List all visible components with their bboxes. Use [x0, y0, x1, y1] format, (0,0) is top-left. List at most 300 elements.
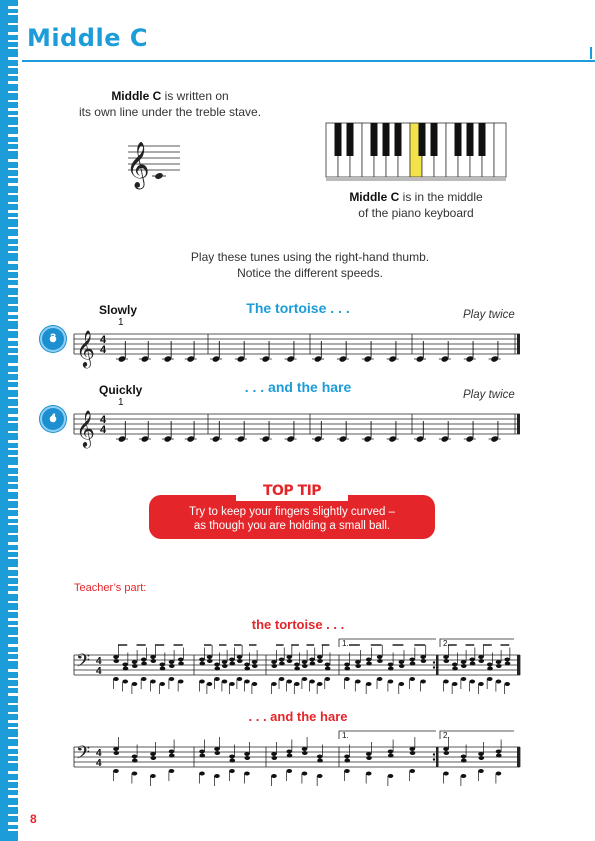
chord-note — [366, 752, 372, 756]
first-ending-bracket — [339, 731, 436, 739]
chord-note — [271, 660, 277, 664]
bass-note — [222, 680, 228, 684]
bass-note — [286, 769, 292, 773]
second-ending-label: 2. — [443, 639, 450, 648]
bass-note — [409, 677, 415, 681]
edge-strip-bar — [8, 727, 18, 729]
chord-note — [496, 750, 502, 754]
chord-note — [310, 662, 316, 666]
edge-strip-bar — [8, 40, 18, 42]
bass-note — [452, 682, 458, 686]
edge-strip-bar — [8, 176, 18, 178]
edge-strip-bar — [8, 74, 18, 76]
chord-note — [317, 755, 323, 759]
middle-c-stave — [128, 142, 188, 192]
bass-note — [229, 769, 235, 773]
edge-strip-bar — [8, 251, 18, 253]
edge-strip-bar — [8, 591, 18, 594]
edge-strip-bar — [8, 712, 18, 714]
edge-strip-bar — [8, 421, 18, 423]
chord-note — [151, 659, 157, 663]
bass-note — [388, 680, 394, 684]
bass-note — [244, 772, 250, 776]
black-key — [467, 123, 474, 156]
second-ending-bracket — [440, 639, 514, 647]
treble-clef-icon: 𝄞 — [126, 142, 150, 188]
chord-note — [309, 658, 315, 662]
repeat-bar — [436, 655, 439, 675]
bass-note — [214, 774, 220, 778]
chord-note — [245, 667, 251, 671]
edge-strip-bar — [8, 474, 18, 476]
chord-note — [279, 658, 285, 662]
bass-note — [279, 677, 285, 681]
chord-note — [279, 662, 285, 666]
bass-clef-icon: 𝄢 — [76, 743, 91, 768]
chord-note — [215, 667, 221, 671]
edge-strip-bar — [8, 244, 18, 246]
chord-note — [410, 751, 416, 755]
edge-strip-bar — [8, 406, 18, 408]
chord-note — [317, 659, 323, 663]
edge-strip-bar — [8, 761, 18, 763]
edge-strip-bar — [8, 652, 18, 654]
final-bar-thick — [517, 655, 520, 675]
bass-note — [302, 772, 308, 776]
bass-note — [478, 769, 484, 773]
edge-strip-bar — [8, 13, 18, 15]
chord-note — [122, 663, 128, 667]
final-bar-thick — [517, 747, 520, 767]
black-key — [347, 123, 354, 156]
teacher-part-label: Teacher’s part: — [74, 582, 147, 594]
black-key — [383, 123, 390, 156]
chord-note — [199, 658, 205, 662]
intro-line2: its own line under the treble stave. — [78, 105, 262, 119]
edge-strip-bar — [8, 319, 18, 321]
chord-note — [169, 660, 175, 664]
bass-note — [244, 680, 250, 684]
edge-strip-bar — [8, 465, 18, 468]
edge-strip-bar — [8, 542, 18, 545]
edge-strip-bar — [8, 567, 18, 570]
chord-note — [215, 751, 221, 755]
chord-note — [132, 664, 138, 668]
bass-note — [178, 680, 184, 684]
bass-note — [113, 769, 119, 773]
bass-note — [150, 774, 156, 778]
track-number: 3 — [49, 332, 57, 344]
chord-note — [302, 751, 308, 755]
edge-strip-bar — [8, 217, 18, 219]
chord-note — [496, 664, 502, 668]
chord-note — [504, 658, 510, 662]
repeat-dot — [433, 758, 435, 760]
chord-note — [302, 664, 308, 668]
chord-note — [487, 667, 493, 671]
bass-note — [461, 677, 467, 681]
chord-note — [496, 660, 502, 664]
finger-number-2: 1 — [118, 397, 124, 408]
chord-note — [150, 655, 156, 659]
edge-strip-bar — [8, 100, 18, 102]
edge-strip-bar — [8, 499, 18, 501]
edge-strip-bar — [8, 576, 18, 578]
chord-note — [230, 759, 236, 763]
edge-strip-bar — [8, 822, 18, 825]
bass-note — [309, 680, 315, 684]
chord-note — [487, 663, 493, 667]
edge-strip-bar — [8, 601, 18, 603]
black-key — [395, 123, 402, 156]
bass-note — [317, 774, 323, 778]
time-signature-bottom: 4 — [96, 758, 102, 769]
bass-note — [409, 769, 415, 773]
bass-note — [159, 682, 165, 686]
final-bar-thick — [517, 414, 520, 434]
edge-strip-bar — [8, 508, 18, 510]
page-edge-mark — [590, 47, 592, 59]
edge-strip-bar — [8, 644, 18, 647]
edge-strip-bar — [8, 353, 18, 355]
bass-note — [377, 677, 383, 681]
edge-strip-bar — [8, 32, 18, 35]
edge-strip-bar — [8, 431, 18, 433]
edge-strip-bar — [8, 372, 18, 374]
treble-clef-icon: 𝄞 — [76, 329, 95, 367]
black-key — [371, 123, 378, 156]
finger-number-1: 1 — [118, 317, 124, 328]
black-key — [335, 123, 342, 156]
chord-note — [132, 759, 138, 763]
edge-strip-bar — [8, 805, 18, 807]
edge-strip-bar — [8, 134, 18, 137]
edge-strip-bar — [8, 788, 18, 790]
second-ending-label: 2. — [443, 731, 450, 740]
chord-note — [388, 754, 394, 758]
bass-note — [388, 774, 394, 778]
keyboard-caption-line2: of the piano keyboard — [358, 206, 474, 220]
chord-note — [287, 754, 293, 758]
tune-title-tortoise: The tortoise . . . — [246, 300, 350, 316]
bass-note — [443, 680, 449, 684]
chord-note — [409, 658, 415, 662]
chord-note — [286, 655, 292, 659]
bass-note — [113, 677, 119, 681]
bass-note — [366, 772, 372, 776]
chord-note — [169, 664, 175, 668]
edge-strip-bar — [8, 693, 18, 696]
white-key — [494, 123, 506, 177]
chord-note — [505, 662, 511, 666]
edge-strip-bar — [8, 720, 18, 723]
chord-note — [132, 755, 138, 759]
bass-note — [461, 774, 467, 778]
chord-note — [409, 747, 415, 751]
page-number: 8 — [30, 812, 37, 826]
edge-strip-bar — [8, 346, 18, 348]
tempo-slowly: Slowly — [99, 303, 138, 317]
bass-note — [355, 680, 361, 684]
edge-strip-bar — [8, 455, 18, 457]
chord-note — [377, 655, 383, 659]
chord-note — [443, 747, 449, 751]
chord-note — [214, 663, 220, 667]
chord-note — [252, 660, 258, 664]
chord-note — [237, 655, 243, 659]
audio-track-icon[interactable] — [42, 408, 64, 430]
edge-strip-bar — [8, 771, 18, 774]
edge-strip-bar — [8, 678, 18, 680]
chord-note — [237, 659, 243, 663]
chord-note — [150, 752, 156, 756]
chord-note — [388, 663, 394, 667]
chord-note — [230, 662, 236, 666]
chord-note — [355, 660, 361, 664]
chord-note — [214, 747, 220, 751]
chord-note — [325, 667, 331, 671]
edge-strip-bar — [8, 523, 18, 525]
chord-note — [344, 755, 350, 759]
chord-note — [461, 759, 467, 763]
edge-strip-bar — [8, 304, 18, 306]
melody-stave-tortoise — [74, 328, 524, 368]
edge-strip-bar — [8, 482, 18, 484]
chord-note — [469, 658, 475, 662]
chord-note — [388, 750, 394, 754]
edge-strip-bar — [8, 625, 18, 627]
bass-note — [237, 677, 243, 681]
chord-note — [302, 660, 308, 664]
black-key — [419, 123, 426, 156]
edge-strip-bar — [8, 149, 18, 151]
edge-strip-bar — [8, 183, 18, 186]
edge-strip-bar — [8, 669, 18, 672]
bass-note — [294, 682, 300, 686]
edge-strip-bar — [8, 47, 18, 49]
chord-note — [199, 750, 205, 754]
time-signature-top: 4 — [100, 334, 107, 346]
chord-note — [244, 752, 250, 756]
bass-note — [207, 682, 213, 686]
chord-note — [345, 759, 351, 763]
repeat-note-2: Play twice — [463, 389, 515, 401]
chord-note — [366, 756, 372, 760]
bass-note — [122, 680, 128, 684]
chord-note — [169, 750, 175, 754]
edge-strip-bar — [8, 557, 18, 559]
chord-note — [399, 660, 405, 664]
chord-note — [410, 662, 416, 666]
chord-note — [272, 756, 278, 760]
edge-strip-bar — [8, 380, 18, 382]
instructions-line1: Play these tunes using the right-hand thumb. — [190, 250, 430, 264]
chord-note — [421, 659, 427, 663]
repeat-note-1: Play twice — [463, 309, 515, 321]
chord-note — [141, 662, 147, 666]
edge-strip-bar — [8, 227, 18, 229]
bass-note — [366, 682, 372, 686]
chord-note — [302, 747, 308, 751]
repeat-bar — [436, 747, 439, 767]
teacher-title-tortoise: the tortoise . . . — [251, 617, 345, 632]
edge-strip-bar — [8, 91, 18, 93]
repeat-dot — [433, 661, 435, 663]
top-tip-line2: as though you are holding a small ball. — [193, 520, 391, 532]
chord-note — [207, 659, 213, 663]
instructions-line2: Notice the different speeds. — [237, 266, 383, 280]
chord-note — [229, 658, 235, 662]
time-signature-bottom: 4 — [100, 424, 107, 436]
bass-note — [252, 682, 258, 686]
bass-note — [199, 680, 205, 684]
edge-strip-bar — [8, 440, 18, 443]
edge-strip-bar — [8, 584, 18, 586]
chord-note — [169, 754, 175, 758]
middle-c-note — [154, 172, 163, 180]
bass-note — [420, 680, 426, 684]
black-key — [431, 123, 438, 156]
bass-note — [496, 680, 502, 684]
edge-strip-bar — [8, 533, 18, 535]
edge-strip-bar — [8, 338, 18, 341]
edge-strip-bar — [8, 278, 18, 280]
chord-note — [317, 759, 323, 763]
chord-note — [452, 663, 458, 667]
chord-note — [272, 664, 278, 668]
chord-note — [160, 667, 166, 671]
repeat-dot — [433, 753, 435, 755]
edge-strip-bar — [8, 125, 18, 127]
chord-note — [229, 755, 235, 759]
edge-strip-bar — [8, 448, 18, 450]
keyboard-caption-line1: is in the middle — [399, 190, 483, 204]
tune-title-hare: . . . and the hare — [244, 379, 352, 395]
chord-note — [317, 655, 323, 659]
edge-strip-bar — [8, 57, 18, 60]
chord-note — [377, 659, 383, 663]
chord-note — [388, 667, 394, 671]
chord-note — [294, 663, 300, 667]
edge-strip-bar — [8, 270, 18, 272]
repeat-dot — [433, 666, 435, 668]
intro-line1: is written on — [161, 89, 229, 103]
final-bar-thick — [517, 334, 520, 354]
bass-note — [132, 772, 138, 776]
bass-note — [504, 682, 510, 686]
page-title: Middle C — [27, 24, 148, 52]
chord-note — [141, 658, 147, 662]
chord-note — [294, 667, 300, 671]
chord-note — [461, 755, 467, 759]
edge-strip-bar — [8, 635, 18, 637]
edge-strip-bar — [8, 550, 18, 552]
first-ending-label: 1. — [342, 731, 349, 740]
chord-note — [244, 663, 250, 667]
edge-strip-bar — [8, 795, 18, 798]
keyboard-caption — [326, 189, 506, 221]
edge-strip-bar — [8, 81, 18, 84]
edge-strip-bar — [8, 489, 18, 492]
chord-note — [478, 655, 484, 659]
edge-strip-bar — [8, 312, 18, 315]
title-rule — [22, 60, 595, 62]
chord-note — [479, 756, 485, 760]
chord-note — [325, 663, 331, 667]
chord-note — [113, 747, 119, 751]
chord-note — [222, 660, 228, 664]
bass-note — [487, 677, 493, 681]
edge-strip-bar — [8, 285, 18, 288]
edge-strip-bar — [8, 193, 18, 195]
chord-note — [178, 658, 184, 662]
edge-strip-bar — [8, 6, 18, 9]
chord-note — [496, 754, 502, 758]
audio-track-icon[interactable] — [42, 328, 64, 350]
bass-note — [325, 677, 331, 681]
piano-keyboard — [326, 123, 506, 181]
chord-note — [222, 664, 228, 668]
teacher-stave-hare — [74, 725, 524, 785]
chord-note — [444, 751, 450, 755]
second-ending-bracket — [440, 731, 514, 739]
intro-bold: Middle C — [111, 89, 162, 103]
edge-strip-bar — [8, 329, 18, 331]
edge-strip-bar — [8, 414, 18, 417]
chord-note — [479, 659, 485, 663]
track-number: 4 — [49, 412, 57, 424]
black-key — [455, 123, 462, 156]
top-tip-text — [149, 505, 435, 533]
bass-note — [344, 769, 350, 773]
chord-note — [159, 663, 165, 667]
bass-note — [150, 680, 156, 684]
chord-note — [470, 662, 476, 666]
chord-note — [123, 667, 129, 671]
edge-strip-bar — [8, 115, 18, 117]
melody-stave-hare — [74, 408, 524, 448]
bass-note — [496, 772, 502, 776]
edge-strip-bar — [8, 142, 18, 144]
bass-note — [469, 680, 475, 684]
bass-note — [286, 680, 292, 684]
chord-note — [271, 752, 277, 756]
time-signature-bottom: 4 — [96, 666, 102, 677]
chord-note — [252, 664, 258, 668]
time-signature-top: 4 — [96, 656, 102, 667]
edge-strip-bar — [8, 610, 18, 612]
chord-note — [452, 667, 458, 671]
chord-note — [151, 756, 157, 760]
chord-note — [461, 660, 467, 664]
bass-note — [317, 682, 323, 686]
bass-note — [271, 774, 277, 778]
time-signature-bottom: 4 — [100, 344, 107, 356]
bass-note — [169, 769, 175, 773]
edge-strip-bar — [8, 261, 18, 264]
bass-note — [399, 682, 405, 686]
top-tip-line1: Try to keep your fingers slightly curved – — [188, 506, 396, 518]
instructions — [120, 249, 500, 281]
teacher-title-hare: . . . and the hare — [248, 709, 348, 724]
chord-note — [420, 655, 426, 659]
time-signature-top: 4 — [100, 414, 107, 426]
edge-strip-bar — [8, 202, 18, 204]
bass-note — [271, 682, 277, 686]
bass-note — [214, 677, 220, 681]
chord-note — [200, 662, 206, 666]
edge-strip-bar — [8, 295, 18, 297]
